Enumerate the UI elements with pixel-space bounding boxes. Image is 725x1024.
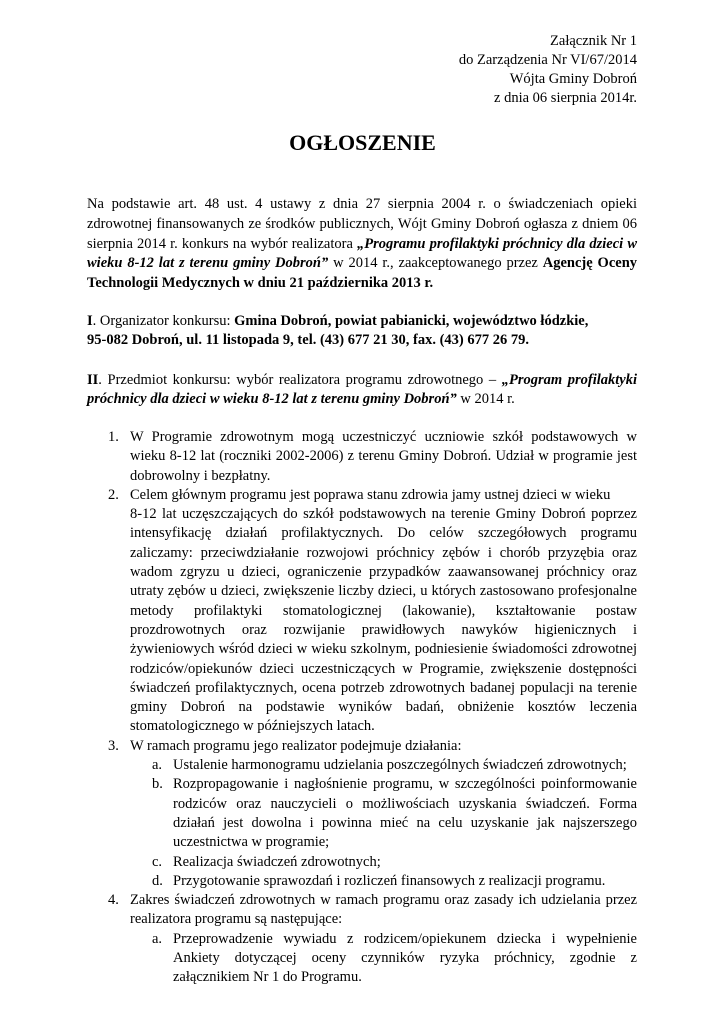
text-line bbox=[130, 486, 637, 505]
text-run: Przygotowanie sprawozdań i rozliczeń finansowych z realizacji programu. bbox=[173, 872, 606, 889]
issuer: Wójta Gminy Dobroń bbox=[509, 71, 637, 87]
text-run: „Program profilaktyki bbox=[501, 372, 637, 388]
text-line bbox=[173, 853, 637, 872]
text-run: gminy Dobroń na podstawie wyników badań, obniżenie kosztów leczenia bbox=[130, 699, 637, 716]
text-run: prozdrowotnych oraz rozwijanie prawidłowych nawyków higienicznych i bbox=[130, 621, 637, 638]
attachment-number: Załącznik Nr 1 bbox=[550, 33, 637, 49]
text-run: 95-082 Dobroń, ul. 11 listopada 9, tel. (43) 677 21 30, fax. (43) 677 26 79. bbox=[87, 332, 529, 349]
list-item-text bbox=[130, 428, 637, 486]
text-line bbox=[87, 274, 637, 294]
list-item-1 bbox=[0, 428, 725, 486]
text-line bbox=[130, 467, 637, 486]
text-line bbox=[130, 737, 637, 756]
text-run: II bbox=[87, 372, 99, 388]
text-line bbox=[87, 371, 637, 390]
text-line bbox=[130, 640, 637, 659]
text-run: uczestnictwa w programie; bbox=[173, 834, 330, 851]
section-organizer bbox=[87, 312, 637, 351]
text-line bbox=[87, 235, 637, 255]
list-item-text bbox=[130, 891, 637, 930]
text-line bbox=[87, 254, 637, 274]
sub-item-letter: b. bbox=[152, 776, 163, 793]
text-run: I bbox=[87, 313, 93, 329]
text-line bbox=[130, 582, 637, 601]
intro-paragraph bbox=[87, 195, 637, 294]
text-line bbox=[130, 660, 637, 679]
list-item-2 bbox=[0, 486, 725, 737]
list-item-4 bbox=[0, 891, 725, 930]
text-run: rodziców/opiekunów dzieci uczestniczących w Programie, zwiększenie dostępności bbox=[130, 660, 637, 677]
text-run: Celem głównym programu jest poprawa stanu zdrowia jamy ustnej dzieci w wieku bbox=[130, 486, 611, 503]
text-run: Ankiety dotyczącej oceny czynników ryzyka próchnicy, zgodnie z bbox=[173, 950, 637, 967]
text-run: Przeprowadzenie wywiadu z rodzicem/opiekunem dziecka i wypełnienie bbox=[173, 930, 637, 947]
text-line bbox=[130, 447, 637, 466]
sub-item-letter: c. bbox=[152, 853, 163, 870]
text-run: Rozpropagowanie i nagłośnienie programu, w szczególności poinformowanie bbox=[173, 776, 637, 793]
text-line bbox=[173, 814, 637, 833]
sub-item-text bbox=[173, 775, 637, 852]
text-line bbox=[130, 428, 637, 447]
text-line bbox=[130, 621, 637, 640]
page-title: OGŁOSZENIE bbox=[289, 130, 436, 155]
text-line bbox=[130, 698, 637, 717]
text-line bbox=[130, 563, 637, 582]
text-run: załącznikiem Nr 1 do Programu. bbox=[173, 969, 362, 986]
list-number: 2. bbox=[108, 486, 119, 503]
text-run: zdrowotnej finansowanych ze środków publicznych, Wójt Gminy Dobroń ogłasza z dniem 06 bbox=[87, 215, 637, 232]
text-line bbox=[173, 775, 637, 794]
text-line bbox=[130, 717, 637, 736]
text-run: dobrowolny i bezpłatny. bbox=[130, 467, 271, 484]
text-line bbox=[173, 949, 637, 968]
text-run: stomatologicznego w późniejszych latach. bbox=[130, 718, 375, 735]
text-run: Gmina Dobroń, powiat pabianicki, województwo łódzkie, bbox=[234, 313, 589, 329]
text-run: W ramach programu jego realizator podejmuje działania: bbox=[130, 737, 462, 754]
text-run: Agencję Oceny bbox=[542, 255, 638, 272]
text-run: rodziców oraz nauczycieli o możliwościach uzyskania świadczeń. Forma bbox=[173, 795, 637, 812]
list-number: 1. bbox=[108, 429, 119, 445]
text-run: w 2014 r., zaakceptowanego przez bbox=[328, 255, 543, 272]
ordinance-reference: do Zarządzenia Nr VI/67/2014 bbox=[458, 52, 637, 68]
sub-item-letter: a. bbox=[152, 757, 163, 774]
list-item-3 bbox=[0, 737, 725, 756]
list-number: 3. bbox=[108, 737, 119, 754]
text-run: Na podstawie art. 48 ust. 4 ustawy z dnia 27 sierpnia 2004 r. o świadczeniach opieki bbox=[87, 196, 637, 212]
text-line bbox=[173, 795, 637, 814]
list-item-text bbox=[130, 737, 637, 756]
attachment-header bbox=[459, 32, 637, 108]
issue-date: z dnia 06 sierpnia 2014r. bbox=[494, 90, 637, 106]
text-run: . Przedmiot konkursu: wybór realizatora programu zdrowotnego – bbox=[98, 372, 502, 388]
sub-item-3b bbox=[0, 775, 725, 852]
sub-item-text bbox=[173, 872, 637, 891]
sub-item-letter: d. bbox=[152, 872, 163, 889]
text-run: Ustalenie harmonogramu udzielania poszczególnych świadczeń zdrowotnych; bbox=[173, 757, 627, 774]
text-run: wieku 8-12 lat (roczniki 2002-2006) z terenu Gminy Dobroń. Udział w programie jest bbox=[130, 448, 637, 465]
text-line bbox=[87, 195, 637, 215]
text-run: wadom zgryzu u dzieci, ograniczenie przypadków zaawansowanej próchnicy oraz bbox=[130, 564, 637, 581]
text-run: W Programie zdrowotnym mogą uczestniczyć uczniowie szkół podstawowych w bbox=[130, 429, 637, 445]
list-number: 4. bbox=[108, 892, 119, 909]
text-line bbox=[130, 505, 637, 524]
text-run: . Organizator konkursu: bbox=[92, 313, 235, 329]
text-run: próchnicy dla dzieci w wieku 8-12 lat z terenu gminy Dobroń” bbox=[87, 391, 457, 408]
text-run: w 2014 r. bbox=[456, 391, 515, 408]
sub-item-letter: a. bbox=[152, 930, 163, 947]
text-line bbox=[130, 602, 637, 621]
text-line bbox=[173, 756, 637, 775]
numbered-list bbox=[0, 428, 725, 988]
text-run: metody profilaktyki stomatologicznej (lakowanie), kształtowanie postaw bbox=[130, 602, 637, 619]
sub-item-text bbox=[173, 853, 637, 872]
text-line bbox=[87, 390, 637, 409]
list-item-text bbox=[130, 486, 637, 737]
sub-item-text bbox=[173, 756, 637, 775]
text-run: działań jest dowolna i powinna mieć na celu uzyskanie jak najszerszego bbox=[173, 814, 637, 831]
text-run: utraty zębów u dzieci, zwiększenie liczby dzieci, u których zastosowano profesjonalne bbox=[130, 583, 637, 600]
text-line bbox=[87, 331, 637, 350]
text-line bbox=[173, 930, 637, 949]
text-run: Zakres świadczeń zdrowotnych w ramach programu oraz zasady ich udzielania przez bbox=[130, 892, 637, 909]
text-run: zaliczamy: przeciwdziałanie rozwojowi próchnicy zębów i chorób przyzębia oraz bbox=[130, 544, 637, 561]
text-line bbox=[173, 833, 637, 852]
text-run: „Programu profilaktyki próchnicy dla dzieci w bbox=[357, 235, 637, 252]
text-run: intensyfikację działań profilaktycznych. Do celów szczegółowych programu bbox=[130, 525, 637, 542]
sub-item-3d bbox=[0, 872, 725, 891]
text-line bbox=[130, 910, 637, 929]
text-run: świadczeń profilaktycznych, ocena potrzeb zdrowotnych badanej populacji na terenie bbox=[130, 679, 637, 696]
sub-item-3c bbox=[0, 853, 725, 872]
text-line bbox=[87, 312, 637, 331]
text-line bbox=[173, 872, 637, 891]
text-run: Technologii Medycznych w dniu 21 października 2013 r. bbox=[87, 275, 434, 291]
sub-item-text bbox=[173, 930, 637, 988]
text-run: żywieniowych wśród dzieci w wieku szkolnym, podniesienie świadomości zdrowotnej bbox=[130, 641, 637, 658]
section-subject bbox=[87, 371, 637, 410]
sub-item-3a bbox=[0, 756, 725, 775]
text-run: sierpnia 2014 r. konkurs na wybór realizatora bbox=[87, 235, 358, 252]
text-line bbox=[173, 968, 637, 987]
text-line bbox=[130, 891, 637, 910]
text-line bbox=[130, 679, 637, 698]
text-run: 8-12 lat uczęszczających do szkół podstawowych na terenie Gminy Dobroń poprzez bbox=[130, 506, 637, 523]
text-line bbox=[130, 524, 637, 543]
text-line bbox=[130, 544, 637, 563]
text-run: Realizacja świadczeń zdrowotnych; bbox=[173, 853, 381, 870]
text-run: realizatora programu są następujące: bbox=[130, 911, 343, 928]
sub-item-4a bbox=[0, 930, 725, 988]
text-line bbox=[87, 215, 637, 235]
text-run: wieku 8-12 lat z terenu gminy Dobroń” bbox=[87, 255, 329, 272]
